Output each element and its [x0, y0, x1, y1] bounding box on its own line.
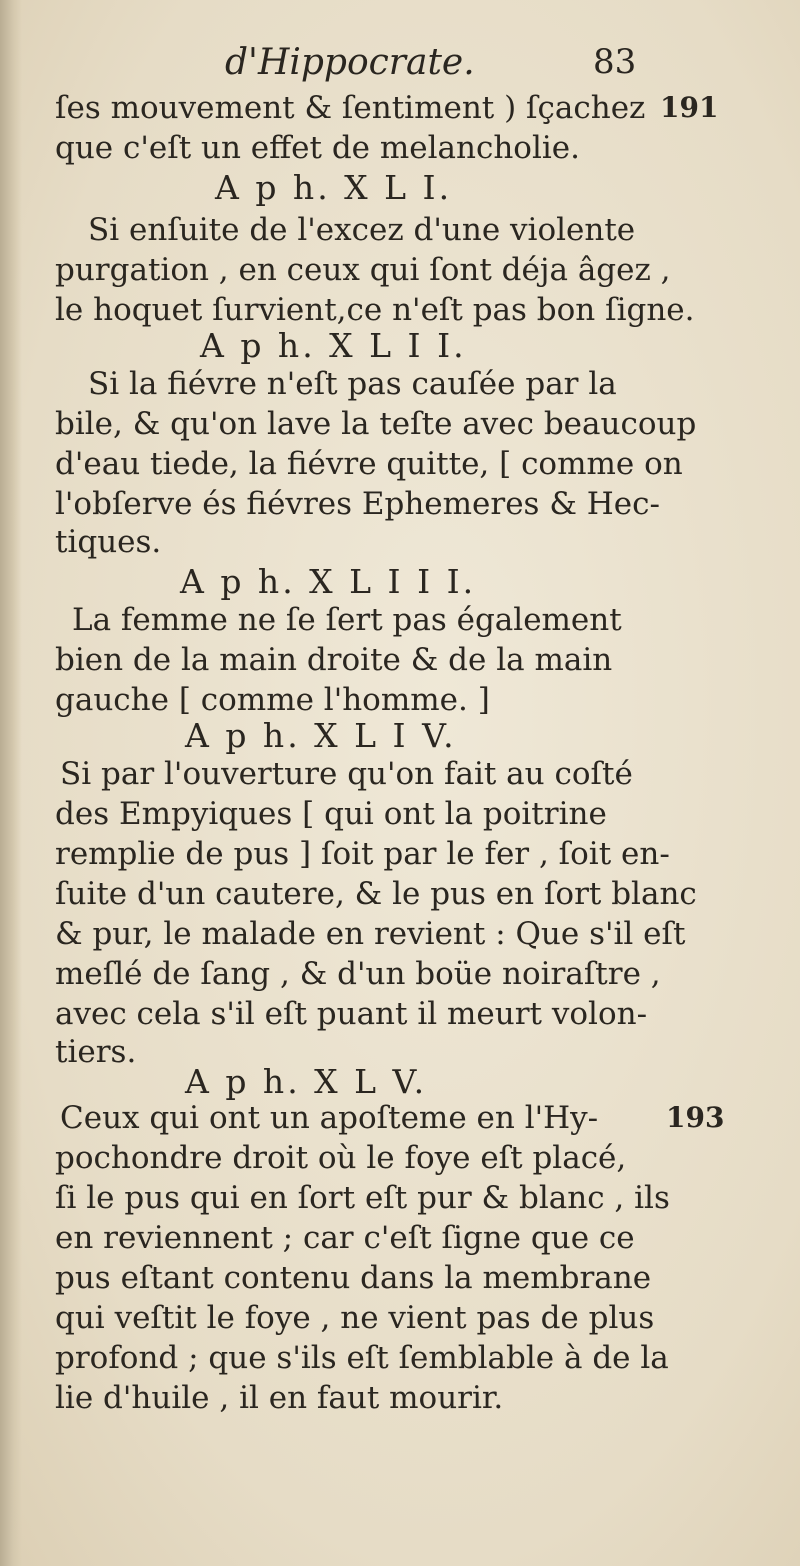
text-line: des Empyiques [ qui ont la poitrine — [55, 796, 607, 832]
text-line: le hoquet ſurvient,ce n'eſt pas bon ſigne. — [55, 292, 695, 328]
aphorism-heading: A p h. X L V. — [185, 1062, 428, 1101]
text-line: Si enſuite de l'excez d'une violente — [88, 212, 636, 248]
text-line: La femme ne ſe ſert pas également — [72, 602, 622, 638]
text-line: avec cela s'il eſt puant il meurt volon- — [55, 996, 648, 1032]
text-line: ſuite d'un cautere, & le pus en ſort blanc — [55, 876, 697, 912]
text-line: meſlé de ſang , & d'un boüe noiraſtre , — [55, 956, 661, 992]
page-number: 83 — [593, 42, 637, 82]
aphorism-heading: A p h. X L I I. — [200, 326, 467, 365]
text-line: pochondre droit où le foye eſt placé, — [55, 1140, 627, 1176]
aphorism-heading: A p h. X L I I I. — [180, 562, 477, 601]
aphorism-heading: A p h. X L I. — [215, 168, 453, 207]
text-line: gauche [ comme l'homme. ] — [55, 682, 490, 718]
text-line: bien de la main droite & de la main — [55, 642, 613, 678]
text-line: tiques. — [55, 524, 162, 560]
text-line: tiers. — [55, 1034, 137, 1070]
text-line: Si la fiévre n'eſt pas cauſée par la — [88, 366, 617, 402]
aphorism-heading: A p h. X L I V. — [185, 716, 457, 755]
running-head-title: d'Hippocrate. — [225, 42, 475, 83]
text-line: l'obſerve és fiévres Ephemeres & Hec- — [55, 486, 660, 522]
text-line: & pur, le malade en revient : Que s'il eſt — [55, 916, 686, 952]
page-gutter — [0, 0, 22, 1566]
text-line: ſes mouvement & ſentiment ) ſçachez — [55, 90, 646, 126]
text-line: pus eſtant contenu dans la membrane — [55, 1260, 652, 1296]
text-line: bile, & qu'on lave la teſte avec beaucoup — [55, 406, 697, 442]
margin-number: 191 — [660, 91, 719, 124]
text-line: purgation , en ceux qui ſont déja âgez , — [55, 252, 671, 288]
text-line: d'eau tiede, la fiévre quitte, [ comme on — [55, 446, 683, 482]
text-line: profond ; que s'ils eſt ſemblable à de la — [55, 1340, 669, 1376]
text-line: que c'eſt un effet de melancholie. — [55, 130, 581, 166]
text-line: ſi le pus qui en ſort eſt pur & blanc , ils — [55, 1180, 670, 1216]
margin-number: 193 — [666, 1101, 725, 1134]
text-line: en reviennent ; car c'eſt ſigne que ce — [55, 1220, 635, 1256]
text-line: lie d'huile , il en faut mourir. — [55, 1380, 504, 1416]
text-line: qui veſtit le foye , ne vient pas de plus — [55, 1300, 655, 1336]
text-line: remplie de pus ] ſoit par le fer , ſoit en- — [55, 836, 670, 872]
text-line: Ceux qui ont un apoſteme en l'Hy- — [60, 1100, 599, 1136]
running-head — [225, 42, 665, 92]
text-line: Si par l'ouverture qu'on fait au coſté — [60, 756, 633, 792]
